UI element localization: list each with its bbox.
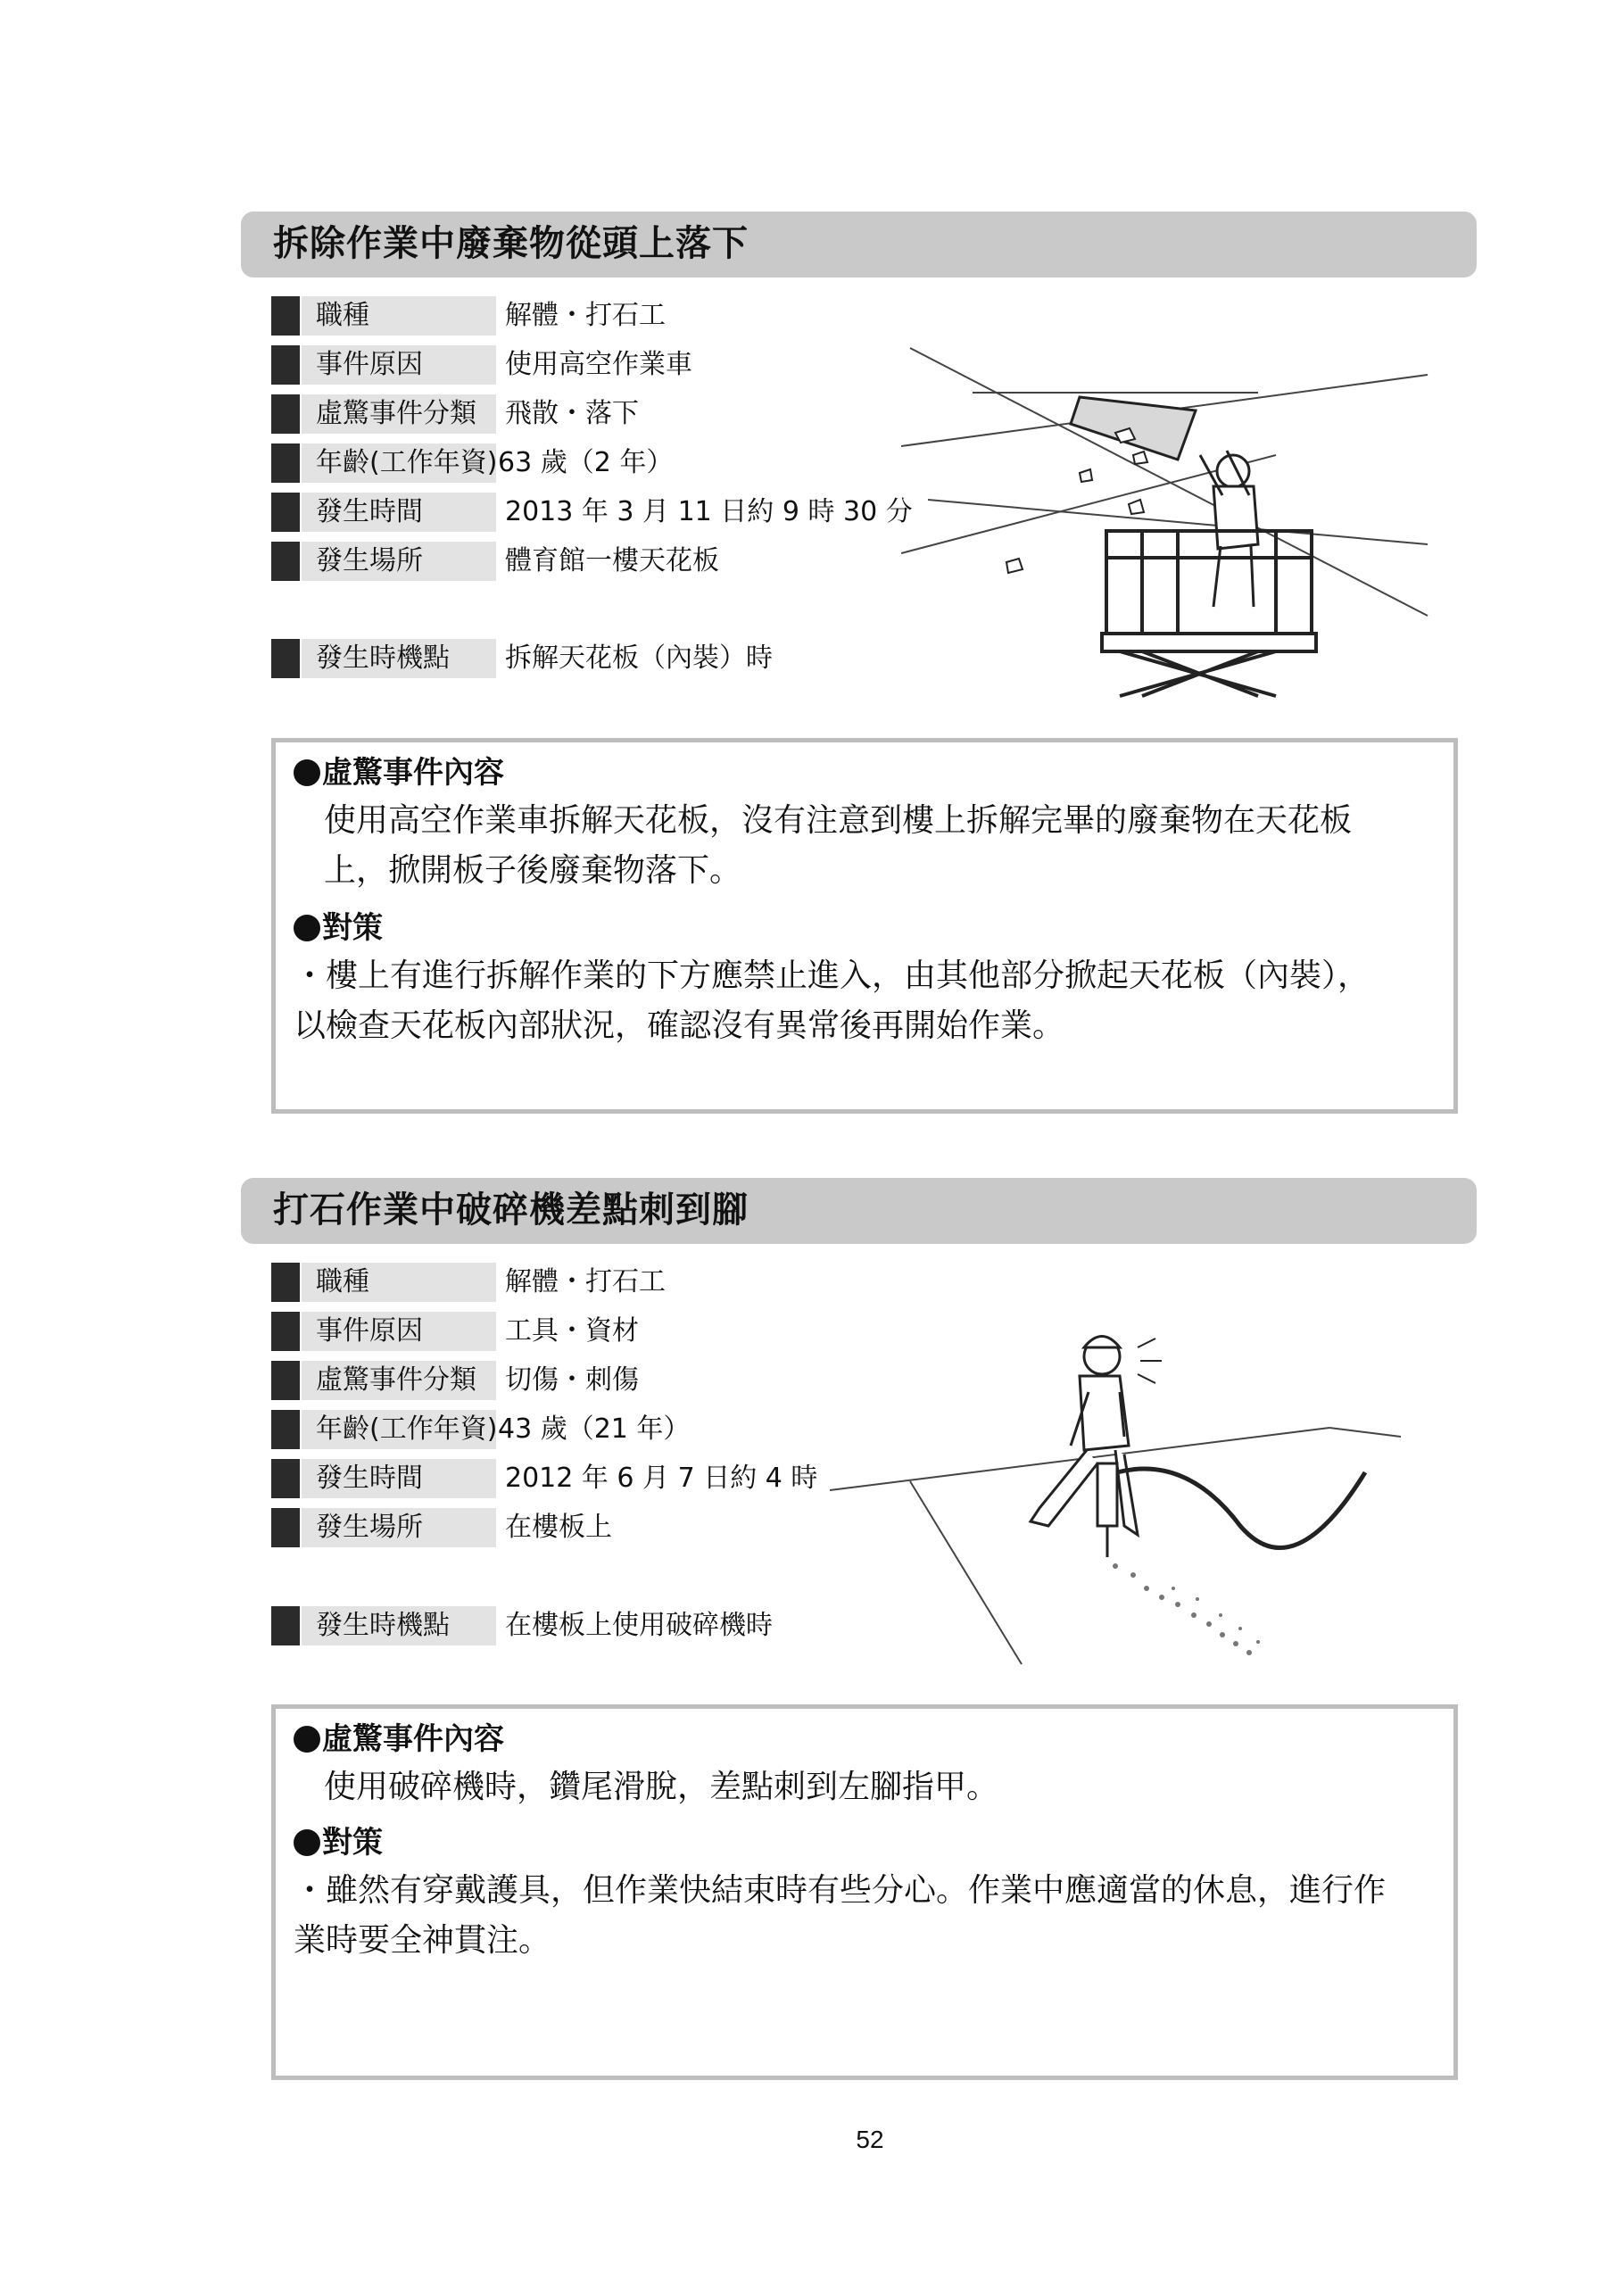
- info-value: 解體・打石工: [505, 1266, 666, 1297]
- info-value: 在樓板上使用破碎機時: [505, 1610, 773, 1641]
- info-value: 使用高空作業車: [505, 349, 692, 380]
- info-label: 發生場所: [302, 542, 496, 581]
- bullet-dot-icon: [294, 915, 320, 941]
- info-marker: [271, 394, 300, 434]
- info-marker: [271, 1312, 300, 1351]
- info-value: 切傷・刺傷: [505, 1364, 639, 1396]
- info-value: 2013 年 3 月 11 日約 9 時 30 分: [505, 496, 913, 527]
- info-label: 職種: [302, 1263, 496, 1302]
- case-title-bar: [241, 1178, 1477, 1244]
- info-marker: [271, 639, 300, 678]
- info-label: 發生時機點: [302, 1606, 496, 1645]
- incident-box: [271, 738, 1458, 1114]
- measures-line: 業時要全神貫注。: [294, 1922, 551, 1959]
- info-label: 發生時間: [302, 493, 496, 532]
- bullet-dot-icon: [294, 1726, 320, 1753]
- info-label: 發生場所: [302, 1508, 496, 1547]
- info-marker: [271, 1459, 300, 1498]
- incident-heading: 虛驚事件內容: [294, 753, 504, 792]
- info-label: 發生時間: [302, 1459, 496, 1498]
- page-number: 52: [856, 2126, 884, 2153]
- incident-line: 使用破碎機時，鑽尾滑脫，差點刺到左腳指甲。: [324, 1769, 999, 1805]
- measures-line: ・雖然有穿戴護具，但作業快結束時有些分心。作業中應適當的休息，進行作: [294, 1872, 1387, 1909]
- info-marker: [271, 296, 300, 336]
- info-label: 發生時機點: [302, 639, 496, 678]
- info-value: 43 歲（21 年）: [498, 1413, 691, 1445]
- ceiling-demolition-illustration: [901, 339, 1437, 705]
- info-label: 虛驚事件分類: [302, 1361, 496, 1400]
- incident-line: 上，掀開板子後廢棄物落下。: [324, 852, 742, 889]
- incident-box: [271, 1704, 1458, 2080]
- info-value: 拆解天花板（內裝）時: [505, 642, 773, 674]
- info-label: 事件原因: [302, 1312, 496, 1351]
- info-label: 年齡(工作年資): [302, 1410, 496, 1449]
- info-label: 年齡(工作年資): [302, 443, 496, 483]
- info-value: 解體・打石工: [505, 300, 666, 331]
- info-marker: [271, 493, 300, 532]
- info-label: 虛驚事件分類: [302, 394, 496, 434]
- info-value: 工具・資材: [505, 1315, 639, 1347]
- info-value: 63 歲（2 年）: [498, 447, 674, 478]
- info-value: 飛散・落下: [505, 398, 639, 429]
- measures-heading: 對策: [294, 908, 383, 948]
- info-marker: [271, 542, 300, 581]
- info-marker: [271, 1361, 300, 1400]
- case-title: 打石作業中破碎機差點刺到腳: [273, 1189, 749, 1231]
- info-marker: [271, 1410, 300, 1449]
- bullet-dot-icon: [294, 1829, 320, 1856]
- info-marker: [271, 1508, 300, 1547]
- info-label: 職種: [302, 296, 496, 336]
- case-title: 拆除作業中廢棄物從頭上落下: [273, 223, 749, 264]
- info-marker: [271, 1263, 300, 1302]
- info-label: 事件原因: [302, 345, 496, 385]
- info-value: 2012 年 6 月 7 日約 4 時: [505, 1463, 818, 1494]
- info-marker: [271, 1606, 300, 1645]
- info-marker: [271, 345, 300, 385]
- measures-line: 以檢查天花板內部狀況，確認沒有異常後再開始作業。: [294, 1007, 1065, 1044]
- info-value: 體育館一樓天花板: [505, 545, 719, 576]
- jackhammer-worker-illustration: [830, 1321, 1419, 1678]
- bullet-dot-icon: [294, 759, 320, 786]
- info-marker: [271, 443, 300, 483]
- measures-heading: 對策: [294, 1823, 383, 1862]
- info-value: 在樓板上: [505, 1512, 612, 1543]
- incident-line: 使用高空作業車拆解天花板，沒有注意到樓上拆解完畢的廢棄物在天花板: [324, 802, 1353, 839]
- incident-heading: 虛驚事件內容: [294, 1720, 504, 1759]
- case-title-bar: [241, 211, 1477, 278]
- measures-line: ・樓上有進行拆解作業的下方應禁止進入，由其他部分掀起天花板（內裝），: [294, 957, 1370, 994]
